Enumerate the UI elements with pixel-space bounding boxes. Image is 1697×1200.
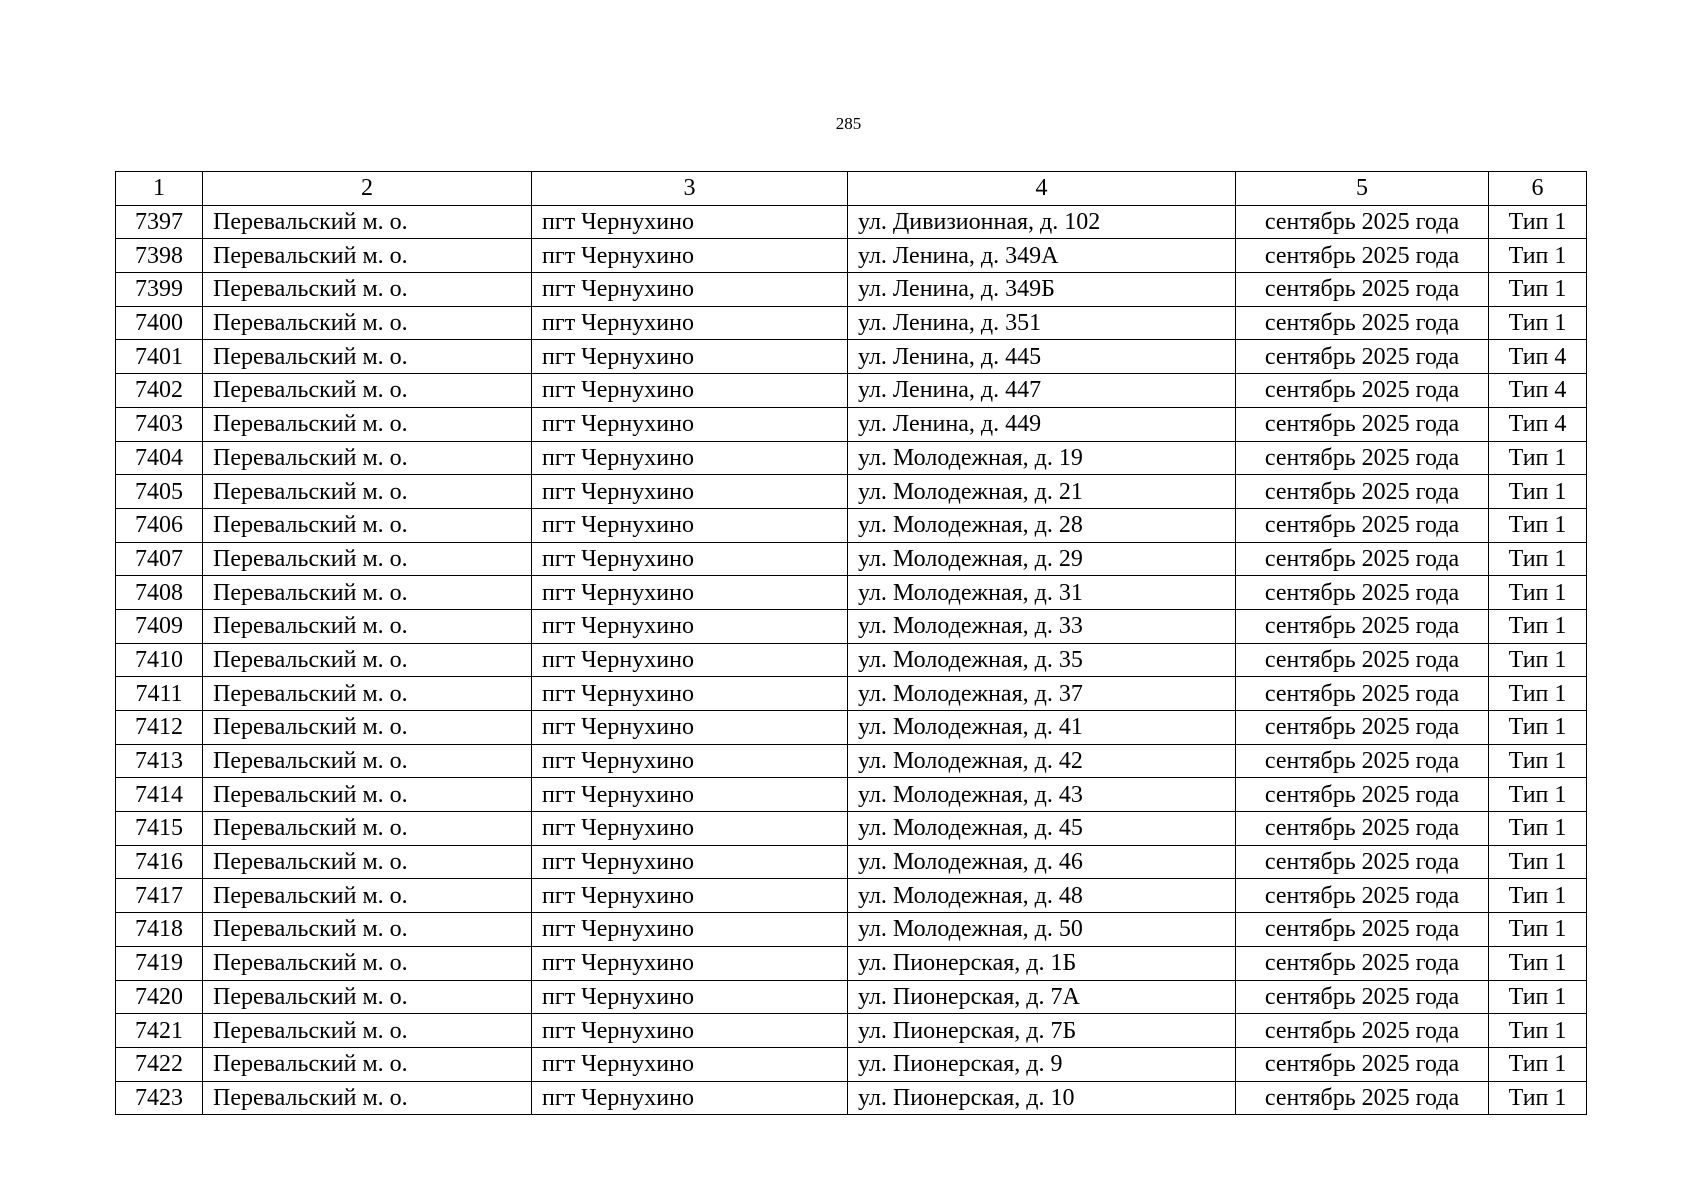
deadline-cell: сентябрь 2025 года bbox=[1236, 542, 1489, 576]
table-row bbox=[116, 643, 1587, 677]
settlement-cell: пгт Чернухино bbox=[532, 812, 848, 846]
type-cell: Тип 1 bbox=[1489, 306, 1587, 340]
row-number-cell: 7408 bbox=[116, 576, 203, 610]
row-number-cell: 7415 bbox=[116, 812, 203, 846]
table-row bbox=[116, 273, 1587, 307]
settlement-cell: пгт Чернухино bbox=[532, 1047, 848, 1081]
deadline-cell: сентябрь 2025 года bbox=[1236, 946, 1489, 980]
municipality-cell: Перевальский м. о. bbox=[203, 711, 532, 745]
address-cell: ул. Молодежная, д. 42 bbox=[848, 744, 1236, 778]
header-col-6: 6 bbox=[1489, 172, 1587, 206]
type-cell: Тип 1 bbox=[1489, 946, 1587, 980]
header-col-2: 2 bbox=[203, 172, 532, 206]
deadline-cell: сентябрь 2025 года bbox=[1236, 913, 1489, 947]
municipality-cell: Перевальский м. о. bbox=[203, 980, 532, 1014]
deadline-cell: сентябрь 2025 года bbox=[1236, 508, 1489, 542]
table-row bbox=[116, 374, 1587, 408]
type-cell: Тип 1 bbox=[1489, 913, 1587, 947]
settlement-cell: пгт Чернухино bbox=[532, 273, 848, 307]
header-row bbox=[116, 172, 1587, 206]
settlement-cell: пгт Чернухино bbox=[532, 879, 848, 913]
table-row bbox=[116, 576, 1587, 610]
deadline-cell: сентябрь 2025 года bbox=[1236, 576, 1489, 610]
deadline-cell: сентябрь 2025 года bbox=[1236, 340, 1489, 374]
address-cell: ул. Молодежная, д. 48 bbox=[848, 879, 1236, 913]
table-row bbox=[116, 677, 1587, 711]
municipality-cell: Перевальский м. о. bbox=[203, 609, 532, 643]
type-cell: Тип 1 bbox=[1489, 1047, 1587, 1081]
table-row bbox=[116, 879, 1587, 913]
settlement-cell: пгт Чернухино bbox=[532, 711, 848, 745]
settlement-cell: пгт Чернухино bbox=[532, 643, 848, 677]
municipality-cell: Перевальский м. о. bbox=[203, 845, 532, 879]
municipality-cell: Перевальский м. о. bbox=[203, 1081, 532, 1115]
settlement-cell: пгт Чернухино bbox=[532, 239, 848, 273]
table-body bbox=[116, 205, 1587, 1115]
address-cell: ул. Молодежная, д. 35 bbox=[848, 643, 1236, 677]
row-number-cell: 7398 bbox=[116, 239, 203, 273]
type-cell: Тип 1 bbox=[1489, 508, 1587, 542]
row-number-cell: 7397 bbox=[116, 205, 203, 239]
table-row bbox=[116, 1047, 1587, 1081]
row-number-cell: 7405 bbox=[116, 475, 203, 509]
settlement-cell: пгт Чернухино bbox=[532, 475, 848, 509]
address-cell: ул. Молодежная, д. 46 bbox=[848, 845, 1236, 879]
address-cell: ул. Молодежная, д. 28 bbox=[848, 508, 1236, 542]
type-cell: Тип 4 bbox=[1489, 340, 1587, 374]
address-cell: ул. Молодежная, д. 37 bbox=[848, 677, 1236, 711]
deadline-cell: сентябрь 2025 года bbox=[1236, 812, 1489, 846]
header-col-4: 4 bbox=[848, 172, 1236, 206]
municipality-cell: Перевальский м. о. bbox=[203, 306, 532, 340]
municipality-cell: Перевальский м. о. bbox=[203, 273, 532, 307]
municipality-cell: Перевальский м. о. bbox=[203, 374, 532, 408]
address-cell: ул. Молодежная, д. 41 bbox=[848, 711, 1236, 745]
municipality-cell: Перевальский м. о. bbox=[203, 475, 532, 509]
municipality-cell: Перевальский м. о. bbox=[203, 239, 532, 273]
type-cell: Тип 1 bbox=[1489, 1014, 1587, 1048]
address-cell: ул. Дивизионная, д. 102 bbox=[848, 205, 1236, 239]
address-cell: ул. Молодежная, д. 33 bbox=[848, 609, 1236, 643]
municipality-cell: Перевальский м. о. bbox=[203, 542, 532, 576]
deadline-cell: сентябрь 2025 года bbox=[1236, 980, 1489, 1014]
row-number-cell: 7409 bbox=[116, 609, 203, 643]
row-number-cell: 7412 bbox=[116, 711, 203, 745]
table-row bbox=[116, 205, 1587, 239]
registry-table bbox=[115, 171, 1587, 1115]
row-number-cell: 7399 bbox=[116, 273, 203, 307]
settlement-cell: пгт Чернухино bbox=[532, 340, 848, 374]
address-cell: ул. Молодежная, д. 31 bbox=[848, 576, 1236, 610]
type-cell: Тип 1 bbox=[1489, 609, 1587, 643]
table-row bbox=[116, 913, 1587, 947]
row-number-cell: 7414 bbox=[116, 778, 203, 812]
row-number-cell: 7406 bbox=[116, 508, 203, 542]
deadline-cell: сентябрь 2025 года bbox=[1236, 845, 1489, 879]
header-col-5: 5 bbox=[1236, 172, 1489, 206]
table-row bbox=[116, 778, 1587, 812]
deadline-cell: сентябрь 2025 года bbox=[1236, 407, 1489, 441]
row-number-cell: 7421 bbox=[116, 1014, 203, 1048]
settlement-cell: пгт Чернухино bbox=[532, 845, 848, 879]
table-row bbox=[116, 812, 1587, 846]
municipality-cell: Перевальский м. о. bbox=[203, 576, 532, 610]
deadline-cell: сентябрь 2025 года bbox=[1236, 879, 1489, 913]
municipality-cell: Перевальский м. о. bbox=[203, 508, 532, 542]
type-cell: Тип 4 bbox=[1489, 374, 1587, 408]
settlement-cell: пгт Чернухино bbox=[532, 407, 848, 441]
row-number-cell: 7419 bbox=[116, 946, 203, 980]
row-number-cell: 7413 bbox=[116, 744, 203, 778]
settlement-cell: пгт Чернухино bbox=[532, 441, 848, 475]
table-row bbox=[116, 441, 1587, 475]
deadline-cell: сентябрь 2025 года bbox=[1236, 1047, 1489, 1081]
address-cell: ул. Ленина, д. 449 bbox=[848, 407, 1236, 441]
municipality-cell: Перевальский м. о. bbox=[203, 812, 532, 846]
municipality-cell: Перевальский м. о. bbox=[203, 407, 532, 441]
row-number-cell: 7400 bbox=[116, 306, 203, 340]
settlement-cell: пгт Чернухино bbox=[532, 744, 848, 778]
municipality-cell: Перевальский м. о. bbox=[203, 205, 532, 239]
deadline-cell: сентябрь 2025 года bbox=[1236, 677, 1489, 711]
deadline-cell: сентябрь 2025 года bbox=[1236, 205, 1489, 239]
table-row bbox=[116, 609, 1587, 643]
table-row bbox=[116, 946, 1587, 980]
address-cell: ул. Пионерская, д. 7Б bbox=[848, 1014, 1236, 1048]
deadline-cell: сентябрь 2025 года bbox=[1236, 239, 1489, 273]
address-cell: ул. Пионерская, д. 10 bbox=[848, 1081, 1236, 1115]
table-row bbox=[116, 475, 1587, 509]
table-row bbox=[116, 542, 1587, 576]
settlement-cell: пгт Чернухино bbox=[532, 913, 848, 947]
settlement-cell: пгт Чернухино bbox=[532, 1081, 848, 1115]
row-number-cell: 7407 bbox=[116, 542, 203, 576]
table-row bbox=[116, 845, 1587, 879]
address-cell: ул. Молодежная, д. 21 bbox=[848, 475, 1236, 509]
settlement-cell: пгт Чернухино bbox=[532, 980, 848, 1014]
settlement-cell: пгт Чернухино bbox=[532, 1014, 848, 1048]
address-cell: ул. Молодежная, д. 45 bbox=[848, 812, 1236, 846]
municipality-cell: Перевальский м. о. bbox=[203, 879, 532, 913]
type-cell: Тип 1 bbox=[1489, 441, 1587, 475]
table-row bbox=[116, 1014, 1587, 1048]
deadline-cell: сентябрь 2025 года bbox=[1236, 778, 1489, 812]
row-number-cell: 7422 bbox=[116, 1047, 203, 1081]
municipality-cell: Перевальский м. о. bbox=[203, 1047, 532, 1081]
table-row bbox=[116, 239, 1587, 273]
address-cell: ул. Ленина, д. 445 bbox=[848, 340, 1236, 374]
deadline-cell: сентябрь 2025 года bbox=[1236, 643, 1489, 677]
address-cell: ул. Молодежная, д. 19 bbox=[848, 441, 1236, 475]
deadline-cell: сентябрь 2025 года bbox=[1236, 609, 1489, 643]
settlement-cell: пгт Чернухино bbox=[532, 677, 848, 711]
deadline-cell: сентябрь 2025 года bbox=[1236, 441, 1489, 475]
header-col-1: 1 bbox=[116, 172, 203, 206]
type-cell: Тип 1 bbox=[1489, 879, 1587, 913]
table-row bbox=[116, 980, 1587, 1014]
deadline-cell: сентябрь 2025 года bbox=[1236, 475, 1489, 509]
deadline-cell: сентябрь 2025 года bbox=[1236, 306, 1489, 340]
municipality-cell: Перевальский м. о. bbox=[203, 677, 532, 711]
municipality-cell: Перевальский м. о. bbox=[203, 1014, 532, 1048]
type-cell: Тип 1 bbox=[1489, 542, 1587, 576]
table-row bbox=[116, 508, 1587, 542]
municipality-cell: Перевальский м. о. bbox=[203, 643, 532, 677]
address-cell: ул. Молодежная, д. 43 bbox=[848, 778, 1236, 812]
table-row bbox=[116, 407, 1587, 441]
settlement-cell: пгт Чернухино bbox=[532, 374, 848, 408]
settlement-cell: пгт Чернухино bbox=[532, 542, 848, 576]
type-cell: Тип 1 bbox=[1489, 711, 1587, 745]
table-row bbox=[116, 711, 1587, 745]
deadline-cell: сентябрь 2025 года bbox=[1236, 374, 1489, 408]
address-cell: ул. Ленина, д. 351 bbox=[848, 306, 1236, 340]
address-cell: ул. Пионерская, д. 7А bbox=[848, 980, 1236, 1014]
table-row bbox=[116, 306, 1587, 340]
deadline-cell: сентябрь 2025 года bbox=[1236, 711, 1489, 745]
settlement-cell: пгт Чернухино bbox=[532, 508, 848, 542]
type-cell: Тип 1 bbox=[1489, 677, 1587, 711]
type-cell: Тип 1 bbox=[1489, 845, 1587, 879]
municipality-cell: Перевальский м. о. bbox=[203, 340, 532, 374]
row-number-cell: 7416 bbox=[116, 845, 203, 879]
type-cell: Тип 1 bbox=[1489, 239, 1587, 273]
row-number-cell: 7403 bbox=[116, 407, 203, 441]
page-number: 285 bbox=[835, 114, 862, 133]
address-cell: ул. Ленина, д. 447 bbox=[848, 374, 1236, 408]
type-cell: Тип 1 bbox=[1489, 205, 1587, 239]
row-number-cell: 7417 bbox=[116, 879, 203, 913]
row-number-cell: 7404 bbox=[116, 441, 203, 475]
municipality-cell: Перевальский м. о. bbox=[203, 744, 532, 778]
row-number-cell: 7418 bbox=[116, 913, 203, 947]
address-cell: ул. Пионерская, д. 1Б bbox=[848, 946, 1236, 980]
settlement-cell: пгт Чернухино bbox=[532, 576, 848, 610]
table-row bbox=[116, 744, 1587, 778]
municipality-cell: Перевальский м. о. bbox=[203, 778, 532, 812]
type-cell: Тип 1 bbox=[1489, 475, 1587, 509]
row-number-cell: 7402 bbox=[116, 374, 203, 408]
address-cell: ул. Ленина, д. 349Б bbox=[848, 273, 1236, 307]
type-cell: Тип 1 bbox=[1489, 744, 1587, 778]
row-number-cell: 7401 bbox=[116, 340, 203, 374]
type-cell: Тип 1 bbox=[1489, 812, 1587, 846]
row-number-cell: 7423 bbox=[116, 1081, 203, 1115]
address-cell: ул. Ленина, д. 349А bbox=[848, 239, 1236, 273]
type-cell: Тип 1 bbox=[1489, 1081, 1587, 1115]
municipality-cell: Перевальский м. о. bbox=[203, 946, 532, 980]
deadline-cell: сентябрь 2025 года bbox=[1236, 1014, 1489, 1048]
row-number-cell: 7411 bbox=[116, 677, 203, 711]
type-cell: Тип 1 bbox=[1489, 778, 1587, 812]
deadline-cell: сентябрь 2025 года bbox=[1236, 744, 1489, 778]
type-cell: Тип 1 bbox=[1489, 643, 1587, 677]
settlement-cell: пгт Чернухино bbox=[532, 778, 848, 812]
municipality-cell: Перевальский м. о. bbox=[203, 913, 532, 947]
header-col-3: 3 bbox=[532, 172, 848, 206]
deadline-cell: сентябрь 2025 года bbox=[1236, 1081, 1489, 1115]
address-cell: ул. Молодежная, д. 50 bbox=[848, 913, 1236, 947]
settlement-cell: пгт Чернухино bbox=[532, 946, 848, 980]
type-cell: Тип 4 bbox=[1489, 407, 1587, 441]
settlement-cell: пгт Чернухино bbox=[532, 205, 848, 239]
settlement-cell: пгт Чернухино bbox=[532, 609, 848, 643]
table-header bbox=[116, 172, 1587, 206]
address-cell: ул. Молодежная, д. 29 bbox=[848, 542, 1236, 576]
type-cell: Тип 1 bbox=[1489, 576, 1587, 610]
settlement-cell: пгт Чернухино bbox=[532, 306, 848, 340]
type-cell: Тип 1 bbox=[1489, 273, 1587, 307]
row-number-cell: 7410 bbox=[116, 643, 203, 677]
row-number-cell: 7420 bbox=[116, 980, 203, 1014]
municipality-cell: Перевальский м. о. bbox=[203, 441, 532, 475]
address-cell: ул. Пионерская, д. 9 bbox=[848, 1047, 1236, 1081]
table-row bbox=[116, 1081, 1587, 1115]
type-cell: Тип 1 bbox=[1489, 980, 1587, 1014]
table-row bbox=[116, 340, 1587, 374]
deadline-cell: сентябрь 2025 года bbox=[1236, 273, 1489, 307]
